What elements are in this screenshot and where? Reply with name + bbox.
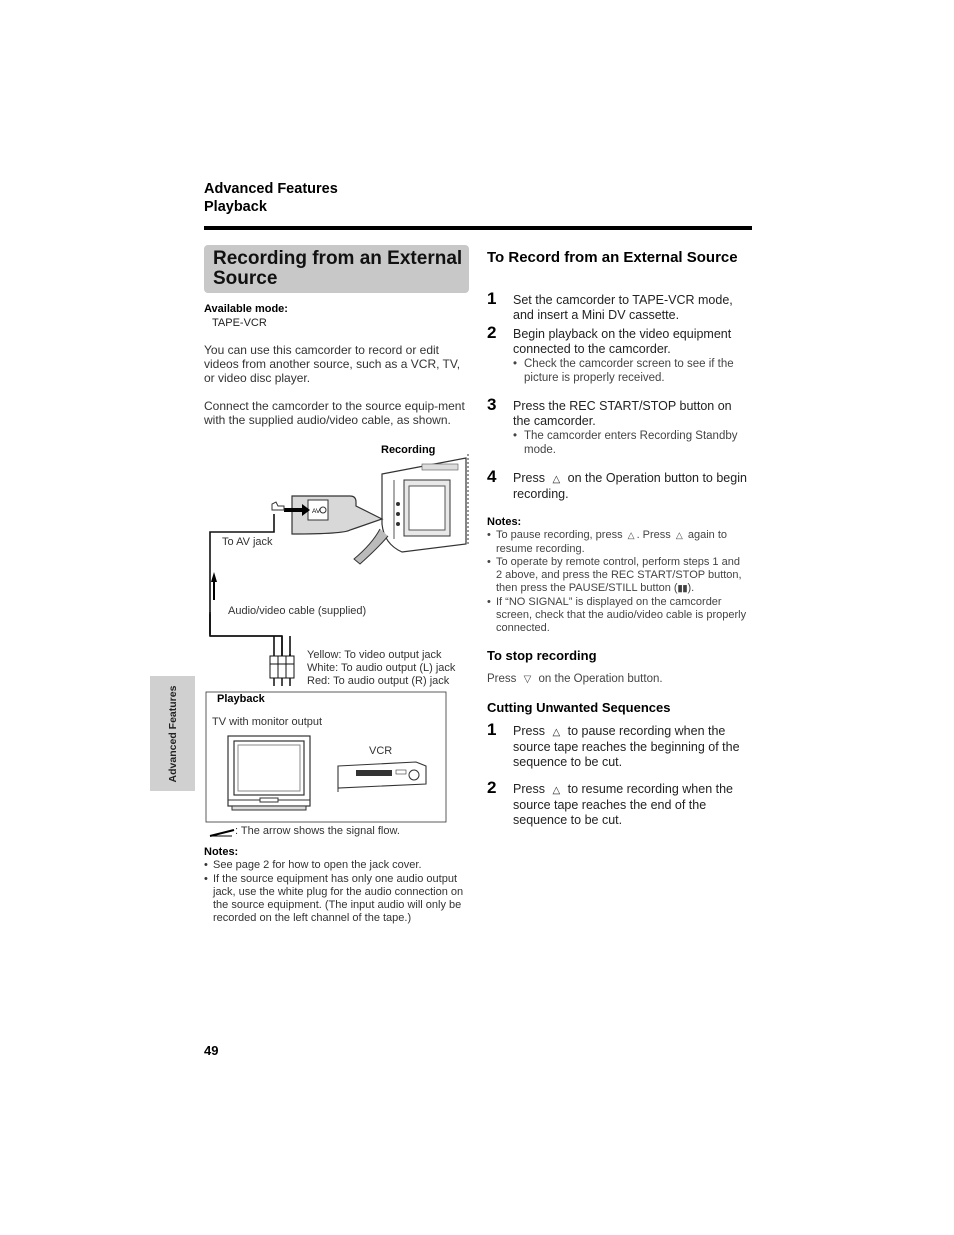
header-subsection: Playback — [204, 199, 267, 215]
notes-right — [487, 516, 749, 636]
cut-step — [487, 720, 752, 778]
av-jack-label: To AV jack — [222, 536, 273, 548]
playback-label: Playback — [217, 693, 265, 705]
cut-step — [487, 778, 752, 836]
plug-red-label: Red: To audio output (R) jack — [307, 675, 450, 687]
step-subnote: • Check the camcorder screen to see if the picture is properly received. — [513, 357, 739, 385]
step-number: 2 — [487, 323, 497, 342]
recording-label: Recording — [381, 444, 436, 456]
notes-right-item: • To operate by remote control, perform steps 1 and 2 above, and press the REC START/STOP button, then press the PAUSE/STILL button (▮▮). — [487, 556, 749, 596]
tv-label: TV with monitor output — [212, 716, 323, 728]
page-title: Recording from an External Source — [213, 248, 463, 289]
up-triangle-icon: △ — [675, 530, 683, 541]
step-text: Press the REC START/STOP button on the camcorder. — [513, 399, 732, 428]
step-text: Press △ to resume recording when the source tape reaches the end of the sequence to be cut. — [513, 782, 733, 827]
notes-left-heading: Notes: — [204, 846, 239, 858]
record-steps — [487, 289, 752, 513]
step-number: 1 — [487, 720, 497, 739]
step-text: Begin playback on the video equipment connected to the camcorder. — [513, 327, 732, 356]
notes-left-item: • See page 2 for how to open the jack cover. — [204, 859, 470, 872]
notes-right-item: • If “NO SIGNAL” is displayed on the camcorder screen, check that the audio/video cable is properly connected. — [487, 596, 749, 636]
pause-icon: ▮▮ — [677, 583, 688, 594]
up-triangle-icon: △ — [552, 785, 561, 796]
cut-steps — [487, 720, 752, 836]
step-text: Set the camcorder to TAPE-VCR mode, and insert a Mini DV cassette. — [513, 293, 733, 322]
av-jack-callout — [272, 496, 382, 534]
stop-heading: To stop recording — [487, 648, 597, 663]
up-triangle-icon: △ — [627, 530, 635, 541]
available-mode-label: Available mode: — [204, 303, 288, 315]
camcorder-illustration — [354, 454, 468, 564]
record-step — [487, 395, 752, 473]
step-subnote: • The camcorder enters Recording Standby mode. — [513, 429, 739, 457]
vcr-label: VCR — [369, 745, 393, 757]
running-header — [204, 180, 338, 216]
available-mode — [204, 303, 288, 330]
notes-left — [204, 846, 470, 926]
notes-left-item: • If the source equipment has only one audio output jack, use the white plug for the audio connection on the source equipment. (The input audio will only be recorded on the left channel of the tape.) — [204, 873, 470, 926]
step-number: 4 — [487, 467, 497, 486]
record-heading: To Record from an External Source — [487, 249, 738, 266]
vcr-illustration — [338, 762, 426, 792]
notes-right-item: • To pause recording, press △ . Press △ again to resume recording. — [487, 529, 749, 556]
record-step — [487, 467, 752, 513]
step-number: 2 — [487, 778, 497, 797]
step-number: 1 — [487, 289, 497, 308]
page-number: 49 — [204, 1043, 219, 1058]
step-number: 3 — [487, 395, 497, 414]
plug-labels — [307, 649, 482, 688]
intro-paragraph-1: You can use this camcorder to record or edit videos from another source, such as a VCR, TV, or video disc player. — [204, 343, 461, 385]
record-step — [487, 289, 752, 329]
arrow-caption: : The arrow shows the signal flow. — [235, 825, 400, 837]
header-section: Advanced Features — [204, 181, 338, 197]
side-tab-label: Advanced Features — [166, 685, 179, 782]
connection-diagram — [204, 444, 474, 844]
page-title-box — [204, 245, 469, 293]
intro-paragraph-2: Connect the camcorder to the source equip-ment with the supplied audio/video cable, as shown. — [204, 399, 465, 427]
plug-yellow-label: Yellow: To video output jack — [307, 649, 442, 661]
available-mode-value: TAPE-VCR — [212, 316, 267, 329]
step-text-b: on the Operation button to begin recording. — [513, 471, 747, 501]
step-text: Press △ to pause recording when the source tape reaches the beginning of the sequence to be cut. — [513, 724, 740, 769]
connection-diagram-art — [204, 444, 474, 844]
cable-label: Audio/video cable (supplied) — [228, 605, 367, 617]
record-step — [487, 323, 752, 401]
step-text — [513, 471, 749, 502]
tv-illustration — [228, 736, 310, 810]
stop-text: Press ▽ on the Operation button. — [487, 673, 663, 685]
step-text-a: Press — [513, 471, 545, 485]
cut-heading: Cutting Unwanted Sequences — [487, 700, 671, 715]
rca-plugs — [270, 656, 294, 686]
header-rule — [204, 226, 752, 230]
av-port-label: AV — [312, 508, 321, 515]
notes-right-heading: Notes: — [487, 516, 522, 528]
plug-white-label: White: To audio output (L) jack — [307, 662, 456, 674]
up-triangle-icon: △ — [552, 727, 561, 738]
up-triangle-icon: △ — [552, 474, 561, 485]
down-triangle-icon: ▽ — [523, 674, 532, 685]
side-tab — [150, 676, 195, 791]
